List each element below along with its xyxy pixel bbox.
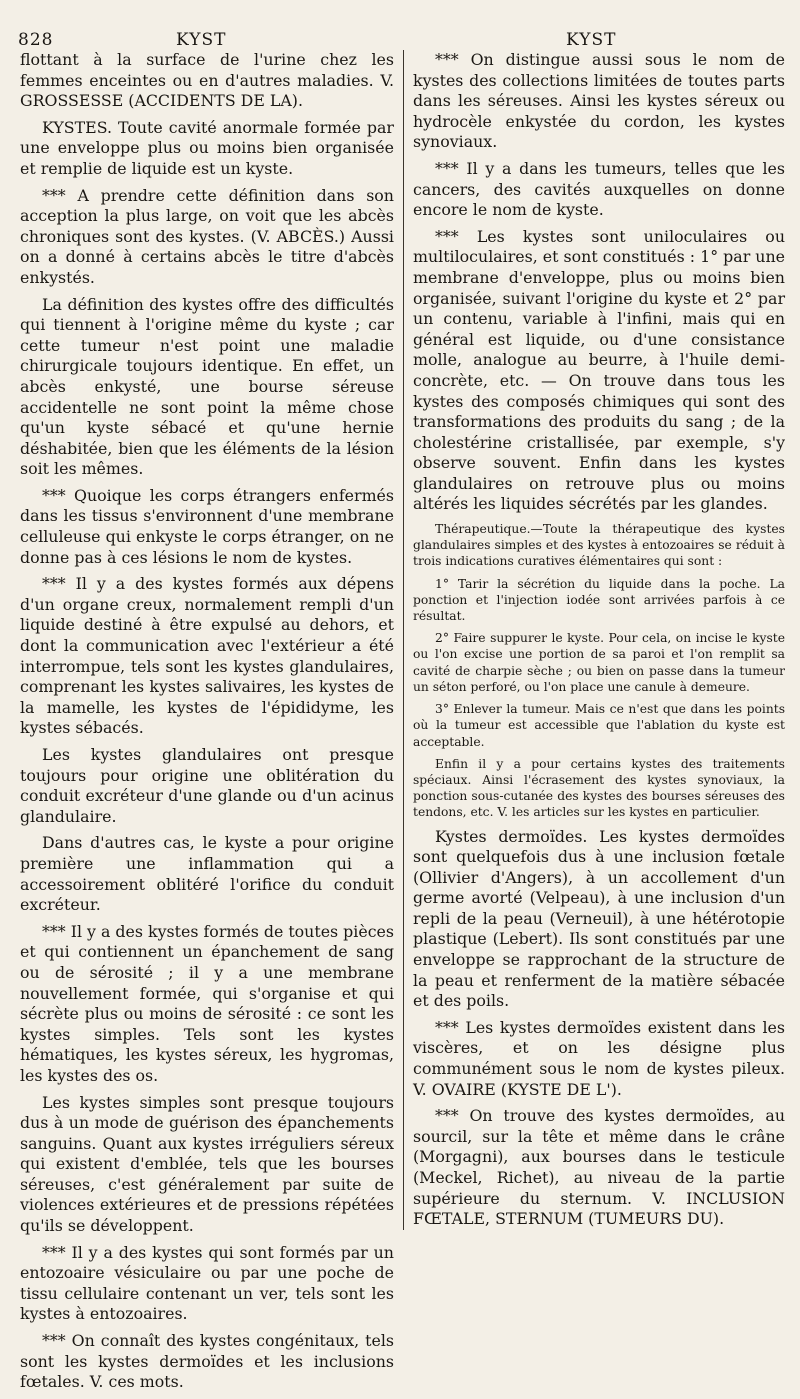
paragraph: *** Il y a des kystes qui sont formés par un entozoaire vésiculaire ou par une poche de tissu cellulaire contenant un ver, tels sont les kystes à entozoaires.	[20, 1242, 394, 1324]
paragraph: *** A prendre cette définition dans son acception la plus large, on voit que les abcès chroniques sont des kystes. (V. ABCÈS.) Aussi on a donné à certains abcès le titre d'abcès enkystés.	[20, 185, 394, 287]
column-divider	[403, 50, 404, 1230]
entry-kystes-dermoides: Kystes dermoïdes. Les kystes dermoïdes sont quelquefois dus à une inclusion fœtale (Ollivier d'Angers), à un accollement d'un germe avorté (Velpeau), à une inclusion d'un repli de la peau (Verneuil), à une hétérotopie plastique (Lebert). Ils sont constitués par une enveloppe se rapprochant de la structure de la peau et renferment de la matière sébacée et des poils.	[413, 826, 785, 1011]
paragraph: *** Les kystes sont uniloculaires ou multiloculaires, et sont constitués : 1° par une membrane d'enveloppe, plus ou moins bien organisée, suivant l'origine du kyste et 2° par un contenu, variable à l'infini, mais qui en général est liquide, ou d'une consistance molle, analogue au beurre, à l'huile demi-concrète, etc. — On trouve dans tous les kystes des composés chimiques qui sont des transformations des produits du sang ; de la cholestérine cristallisée, par exemple, s'y observe souvent. Enfin dans les kystes glandulaires on retrouve plus ou moins altérés les liquides sécrétés par les glandes.	[413, 226, 785, 514]
paragraph: *** On connaît des kystes congénitaux, tels sont les kystes dermoïdes et les inclusions fœtales. V. ces mots.	[20, 1331, 394, 1392]
paragraph: Les kystes simples sont presque toujours dus à un mode de guérison des épanchements sanguins. Quant aux kystes irréguliers séreux qui existent d'emblée, tels que les bourses séreuses, c'est généralement par suite de violences extérieures et de pressions répétées qu'ils se développent.	[20, 1092, 394, 1236]
paragraph: *** Il y a dans les tumeurs, telles que les cancers, des cavités auxquelles on donne encore le nom de kyste.	[413, 158, 785, 220]
paragraph: flottant à la surface de l'urine chez les femmes enceintes ou en d'autres maladies. V. GROSSESSE (ACCIDENTS DE LA).	[20, 50, 394, 111]
paragraph: Dans d'autres cas, le kyste a pour origine première une inflammation qui a accessoirement oblitéré l'orifice du conduit excréteur.	[20, 833, 394, 915]
page-number: 828	[18, 30, 54, 50]
left-column	[20, 50, 394, 1399]
therapeutics-intro: Thérapeutique.—Toute la thérapeutique des kystes glandulaires simples et des kystes à entozoaires se réduit à trois indications curatives élémentaires qui sont :	[413, 522, 785, 569]
right-column	[413, 50, 785, 1236]
left-running-title: KYST	[176, 30, 227, 50]
therapeutics-item: Enfin il y a pour certains kystes des traitements spéciaux. Ainsi l'écrasement des kystes synoviaux, la ponction sous-cutanée des kystes des bourses séreuses des tendons, etc. V. les articles sur les kystes en particulier.	[413, 756, 785, 820]
paragraph: *** Il y a des kystes formés aux dépens d'un organe creux, normalement rempli d'un liquide destiné à être expulsé au dehors, et dont la communication avec l'extérieur a été interrompue, tels sont les kystes glandulaires, comprenant les kystes salivaires, les kystes de la mamelle, les kystes de l'épididyme, les kystes sébacés.	[20, 574, 394, 738]
paragraph: *** On trouve des kystes dermoïdes, au sourcil, sur la tête et même dans le crâne (Morgagni), aux bourses dans le testicule (Meckel, Richet), au niveau de la partie supérieure du sternum. V. INCLUSION FŒTALE, STERNUM (TUMEURS DU).	[413, 1106, 785, 1229]
paragraph: *** On distingue aussi sous le nom de kystes des collections limitées de toutes parts dans les séreuses. Ainsi les kystes séreux ou hydrocèle enkystée du cordon, les kystes synoviaux.	[413, 50, 785, 152]
therapeutics-item: 2° Faire suppurer le kyste. Pour cela, on incise le kyste ou l'on excise une portion de sa paroi et l'on remplit sa cavité de charpie sèche ; ou bien on passe dans la tumeur un séton perforé, ou l'on place une canule à demeure.	[413, 631, 785, 694]
paragraph: *** Quoique les corps étrangers enfermés dans les tissus s'environnent d'une membrane celluleuse qui enkyste le corps étranger, on ne donne pas à ces lésions le nom de kystes.	[20, 485, 394, 567]
paragraph: *** Les kystes dermoïdes existent dans les viscères, et on les désigne plus communément sous le nom de kystes pileux. V. OVAIRE (KYSTE DE L').	[413, 1017, 785, 1099]
paragraph: Les kystes glandulaires ont presque toujours pour origine une oblitération du conduit excréteur d'une glande ou d'un acinus glandulaire.	[20, 745, 394, 826]
paragraph: La définition des kystes offre des difficultés qui tiennent à l'origine même du kyste ; car cette tumeur n'est point une maladie chirurgicale toujours identique. En effet, un abcès enkysté, une bourse séreuse accidentelle ne sont point la même chose qu'un kyste sébacé et qu'une hernie déshabitée, bien que les éléments de la lésion soit les mêmes.	[20, 294, 394, 479]
right-running-title: KYST	[566, 30, 617, 50]
entry-kystes: KYSTES. Toute cavité anormale formée par une enveloppe plus ou moins bien organisée et remplie de liquide est un kyste.	[20, 117, 394, 178]
therapeutics-item: 3° Enlever la tumeur. Mais ce n'est que dans les points où la tumeur est accessible que l'ablation du kyste est acceptable.	[413, 702, 785, 749]
paragraph: *** Il y a des kystes formés de toutes pièces et qui contiennent un épanchement de sang ou de sérosité ; il y a une membrane nouvellement formée, qui s'organise et qui sécrète plus ou moins de sérosité : ce sont les kystes simples. Tels sont les kystes hématiques, les kystes séreux, les hygromas, les kystes des os.	[20, 921, 394, 1085]
therapeutics-item: 1° Tarir la sécrétion du liquide dans la poche. La ponction et l'injection iodée sont arrivées parfois à ce résultat.	[413, 576, 785, 624]
